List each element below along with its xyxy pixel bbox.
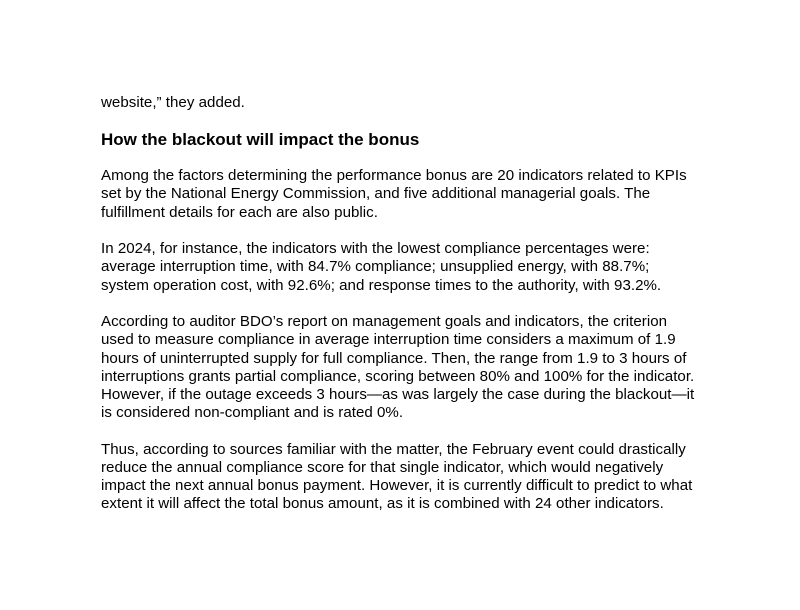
article-body <box>101 94 701 532</box>
lead-fragment: website,” they added. <box>101 94 245 111</box>
paragraph-bdo-report: According to auditor BDO’s report on management goals and indicators, the criterion used to measure compliance in average interruption time considers a maximum of 1.9 hours of uninterrupted supply for full compliance. Then, the range from 1.9 to 3 hours of interruptions grants partial compliance, scoring between 80% and 100% for the indicator. However, if the outage exceeds 3 hours—as was largely the case during the blackout—it is considered non-compliant and is rated 0%. <box>101 313 695 422</box>
paragraph-performance-bonus-factors: Among the factors determining the performance bonus are 20 indicators related to KPIs set by the National Energy Commission, and five additional managerial goals. The fulfillment details for each are also public. <box>101 167 687 221</box>
paragraph-2024-indicators: In 2024, for instance, the indicators with the lowest compliance percentages were: average interruption time, with 84.7% compliance; unsupplied energy, with 88.7%; system operation cost, with 92.6%; and response times to the authority, with 93.2%. <box>101 240 662 294</box>
section-heading: How the blackout will impact the bonus <box>101 130 420 150</box>
paragraph-february-event: Thus, according to sources familiar with the matter, the February event could drastically reduce the annual compliance score for that single indicator, which would negatively impact the next annual bonus payment. However, it is currently difficult to predict to what extent it will affect the total bonus amount, as it is combined with 24 other indicators. <box>101 440 693 513</box>
